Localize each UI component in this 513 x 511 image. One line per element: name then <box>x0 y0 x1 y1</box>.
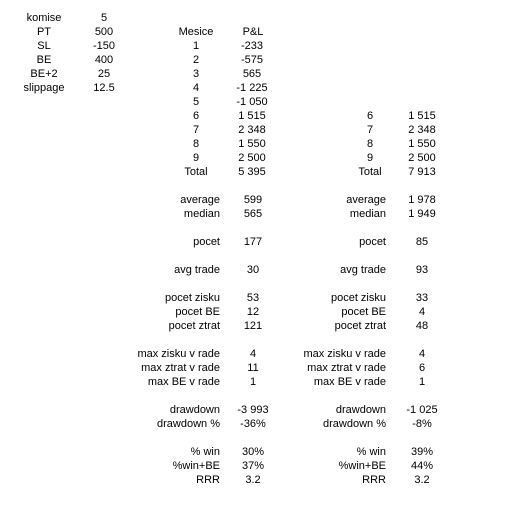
right-total-value: 7 913 <box>408 166 436 178</box>
right-stat-value: -8% <box>412 418 432 430</box>
left-row-value: -1 225 <box>236 82 268 94</box>
left-stat-value: 3.2 <box>245 474 261 486</box>
right-row-month: 6 <box>366 110 374 122</box>
header-month: Mesice <box>178 26 214 38</box>
left-stat-value: -3 993 <box>237 404 269 416</box>
param-label-be2: BE+2 <box>30 68 58 80</box>
right-stat-label: pocet ztrat <box>334 320 386 332</box>
right-stat-label: pocet zisku <box>330 292 386 304</box>
left-stat-value: -36% <box>240 418 266 430</box>
right-row-month: 7 <box>366 124 374 136</box>
right-stat-value: 1 <box>418 376 426 388</box>
left-stat-label: % win <box>190 446 220 458</box>
param-value-be2: 25 <box>97 68 111 80</box>
right-row-value: 1 515 <box>408 110 436 122</box>
left-row-month: 6 <box>192 110 200 122</box>
left-stat-label: median <box>183 208 220 220</box>
left-row-month: 7 <box>192 124 200 136</box>
right-stat-label: average <box>346 194 386 206</box>
left-stat-value: 11 <box>247 362 259 374</box>
param-value-slippage: 12.5 <box>93 82 115 94</box>
right-stat-value: 3.2 <box>414 474 430 486</box>
right-stat-label: drawdown % <box>323 418 386 430</box>
left-row-month: 9 <box>192 152 200 164</box>
right-stat-label: max BE v rade <box>313 376 386 388</box>
right-stat-label: median <box>349 208 386 220</box>
param-value-komise: 5 <box>100 12 108 24</box>
left-row-value: -233 <box>240 40 264 52</box>
right-stat-value: 44% <box>410 460 434 472</box>
right-stat-label: pocet <box>359 236 386 248</box>
left-stat-value: 37% <box>241 460 265 472</box>
right-row-value: 2 348 <box>408 124 436 136</box>
right-row-month: 9 <box>366 152 374 164</box>
left-stat-label: pocet BE <box>175 306 220 318</box>
left-row-value: 1 515 <box>238 110 266 122</box>
right-stat-value: 4 <box>418 348 426 360</box>
right-stat-value: -1 025 <box>406 404 438 416</box>
right-stat-value: 1 978 <box>408 194 436 206</box>
right-stat-label: RRR <box>362 474 386 486</box>
left-stat-label: max zisku v rade <box>137 348 220 360</box>
right-stat-value: 33 <box>415 292 429 304</box>
left-stat-value: 1 <box>249 376 257 388</box>
right-stat-value: 39% <box>410 446 434 458</box>
left-stat-value: 30 <box>246 264 260 276</box>
left-row-value: 565 <box>242 68 262 80</box>
left-row-month: 3 <box>192 68 200 80</box>
right-stat-label: drawdown <box>335 404 386 416</box>
left-row-month: 2 <box>192 54 200 66</box>
left-row-value: 2 348 <box>238 124 266 136</box>
left-stat-value: 177 <box>243 236 263 248</box>
right-stat-value: 85 <box>415 236 429 248</box>
left-row-value: -575 <box>240 54 264 66</box>
header-pnl: P&L <box>242 26 264 38</box>
left-stat-label: pocet ztrat <box>168 320 220 332</box>
right-stat-label: % win <box>356 446 386 458</box>
left-stat-value: 4 <box>249 348 257 360</box>
left-row-value: -1 050 <box>236 96 268 108</box>
right-stat-value: 1 949 <box>408 208 436 220</box>
right-stat-label: pocet BE <box>341 306 386 318</box>
left-stat-label: RRR <box>196 474 220 486</box>
right-stat-label: max ztrat v rade <box>307 362 386 374</box>
param-value-sl: -150 <box>92 40 116 52</box>
left-stat-value: 121 <box>243 320 263 332</box>
left-stat-value: 30% <box>241 446 265 458</box>
left-stat-label: drawdown % <box>157 418 220 430</box>
left-row-value: 1 550 <box>238 138 266 150</box>
right-stat-label: max zisku v rade <box>303 348 386 360</box>
right-stat-label: %win+BE <box>338 460 386 472</box>
left-row-value: 2 500 <box>238 152 266 164</box>
left-stat-label: average <box>180 194 220 206</box>
left-stat-label: pocet <box>193 236 220 248</box>
right-stat-value: 48 <box>415 320 429 332</box>
right-stat-value: 4 <box>418 306 426 318</box>
param-label-sl: SL <box>37 40 51 52</box>
left-stat-label: avg trade <box>174 264 220 276</box>
param-label-pt: PT <box>36 26 52 38</box>
left-stat-label: %win+BE <box>172 460 220 472</box>
left-stat-label: max BE v rade <box>147 376 220 388</box>
left-stat-value: 599 <box>243 194 263 206</box>
right-stat-label: avg trade <box>340 264 386 276</box>
left-total-label: Total <box>184 166 208 178</box>
left-stat-label: max ztrat v rade <box>141 362 220 374</box>
param-value-be: 400 <box>94 54 114 66</box>
left-row-month: 8 <box>192 138 200 150</box>
right-row-month: 8 <box>366 138 374 150</box>
left-stat-label: pocet zisku <box>164 292 220 304</box>
left-row-month: 4 <box>192 82 200 94</box>
left-stat-label: drawdown <box>169 404 220 416</box>
left-stat-value: 53 <box>246 292 260 304</box>
param-label-be: BE <box>36 54 52 66</box>
right-total-label: Total <box>358 166 382 178</box>
param-label-slippage: slippage <box>23 82 65 94</box>
left-row-month: 1 <box>192 40 200 52</box>
right-stat-value: 93 <box>415 264 429 276</box>
param-value-pt: 500 <box>94 26 114 38</box>
left-stat-value: 12 <box>246 306 260 318</box>
right-row-value: 2 500 <box>408 152 436 164</box>
right-row-value: 1 550 <box>408 138 436 150</box>
param-label-komise: komise <box>26 12 62 24</box>
left-row-month: 5 <box>192 96 200 108</box>
left-stat-value: 565 <box>243 208 263 220</box>
right-stat-value: 6 <box>418 362 426 374</box>
left-total-value: 5 395 <box>238 166 266 178</box>
